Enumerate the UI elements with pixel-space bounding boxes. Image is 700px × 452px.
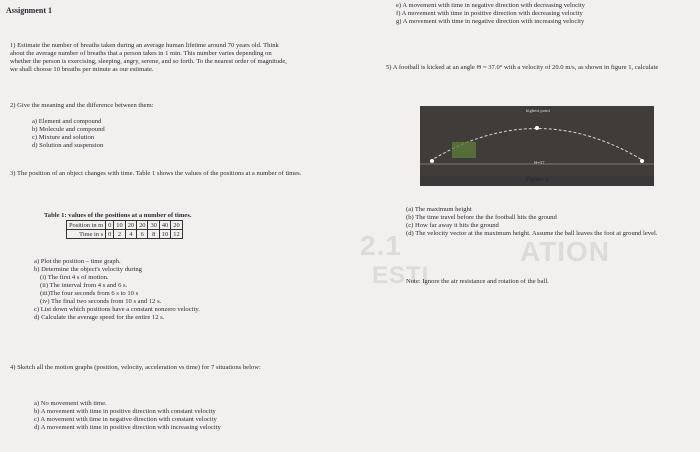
list-item: (iii)The four seconds from 6 s to 10 s <box>40 290 139 297</box>
page-title: Assignment 1 <box>6 6 53 15</box>
question-3: 3) The position of an object changes with time. Table 1 shows the values of the positions at a number of times. <box>10 170 302 177</box>
table-cell: 10 <box>159 230 170 239</box>
table-cell: 4 <box>125 230 136 239</box>
question-2: 2) Give the meaning and the difference between them: <box>10 102 154 109</box>
list-item: e) A movement with time in negative direction with decreasing velocity <box>396 2 585 9</box>
list-item: b) Molecule and compound <box>32 126 105 133</box>
table-cell: 2 <box>114 230 125 239</box>
list-item: (b) The time travel before the the football hits the ground <box>406 214 557 221</box>
trajectory-illustration <box>420 106 654 176</box>
list-item: f) A movement with time in positive direction with decreasing velocity <box>396 10 583 17</box>
list-item: (iv) The final two seconds from 10 s and 12 s. <box>40 298 162 305</box>
question-4: 4) Sketch all the motion graphs (position, velocity, acceleration vs time) for 7 situations below: <box>10 364 261 371</box>
table-cell: 10 <box>114 221 125 230</box>
table-cell: 0 <box>106 221 114 230</box>
table-cell: 20 <box>171 221 182 230</box>
watermark-text: 2.1 <box>360 230 402 261</box>
left-column <box>6 6 336 431</box>
watermark-text: ESTI <box>372 262 430 289</box>
table-row <box>67 221 183 230</box>
question-3-subparts <box>34 258 314 322</box>
list-item: c) A movement with time in negative direction with constant velocity <box>34 416 217 423</box>
watermark-text: ATION <box>520 236 611 267</box>
positions-table <box>66 220 183 239</box>
list-item: (d) The velocity vector at the maximum height. Assume the ball leaves the foot at ground level. <box>406 230 658 237</box>
table-row <box>67 230 183 239</box>
figure-label: Θ=37 <box>534 160 545 165</box>
figure-caption: Figure 1 <box>525 176 549 183</box>
table-cell: Time in s <box>67 230 106 239</box>
question-5: 5) A football is kicked at an angle Θ = 37.0° with a velocity of 20.0 m/s, as shown in figure 1, calculate <box>386 64 659 71</box>
table-cell: Position in m <box>67 221 106 230</box>
list-item: (a) The maximum height <box>406 206 472 213</box>
table-cell: 6 <box>137 230 148 239</box>
list-item: d) Calculate the average speed for the entire 12 s. <box>34 314 165 321</box>
question-4-items <box>34 400 314 432</box>
list-item: a) Plot the position – time graph. <box>34 258 121 265</box>
list-item: c) List down which positions have a constant nonzero velocity. <box>34 306 200 313</box>
table-cell: 40 <box>159 221 170 230</box>
list-item: g) A movement with time in negative direction with increasing velocity <box>396 18 585 25</box>
list-item: (ii) The interval from 4 s and 6 s. <box>40 282 128 289</box>
question-1: 1) Estimate the number of breaths taken during an average human lifetime around 70 years old. Think about the average number of breaths that a person takes in 1 min. This number varies depending on whether the person is exercising, sleeping, angry, serene, and so forth. To the nearest order of magnitude, we shall choose 10 breaths per minute as our estimate. <box>10 42 287 73</box>
list-item: (c) How far away it hits the ground <box>406 222 499 229</box>
table-cell: 0 <box>106 230 114 239</box>
list-item: (i) The first 4 s of motion. <box>40 274 109 281</box>
list-item: d) Solution and suspension <box>32 142 104 149</box>
table-cell: 30 <box>148 221 159 230</box>
table-title: Table 1: values of the positions at a number of times. <box>44 212 192 219</box>
table-cell: 12 <box>171 230 182 239</box>
football-figure <box>420 106 654 186</box>
question-5-subparts <box>406 206 696 238</box>
list-item: c) Mixture and solution <box>32 134 95 141</box>
note-text: Note: Ignore the air resistance and rotation of the ball. <box>406 278 549 285</box>
table-cell: 20 <box>137 221 148 230</box>
question-4-continued <box>388 2 688 26</box>
list-item: d) A movement with time in positive direction with increasing velocity <box>34 424 221 431</box>
table-cell: 8 <box>148 230 159 239</box>
table-cell: 20 <box>125 221 136 230</box>
list-item: a) Element and compound <box>32 118 102 125</box>
list-item: b) A movement with time in positive direction with constant velocity <box>34 408 216 415</box>
question-2-items <box>32 118 232 150</box>
list-item: b) Determine the object's velocity during <box>34 266 142 273</box>
figure-label: highest point <box>526 108 550 113</box>
list-item: a) No movement with time. <box>34 400 107 407</box>
